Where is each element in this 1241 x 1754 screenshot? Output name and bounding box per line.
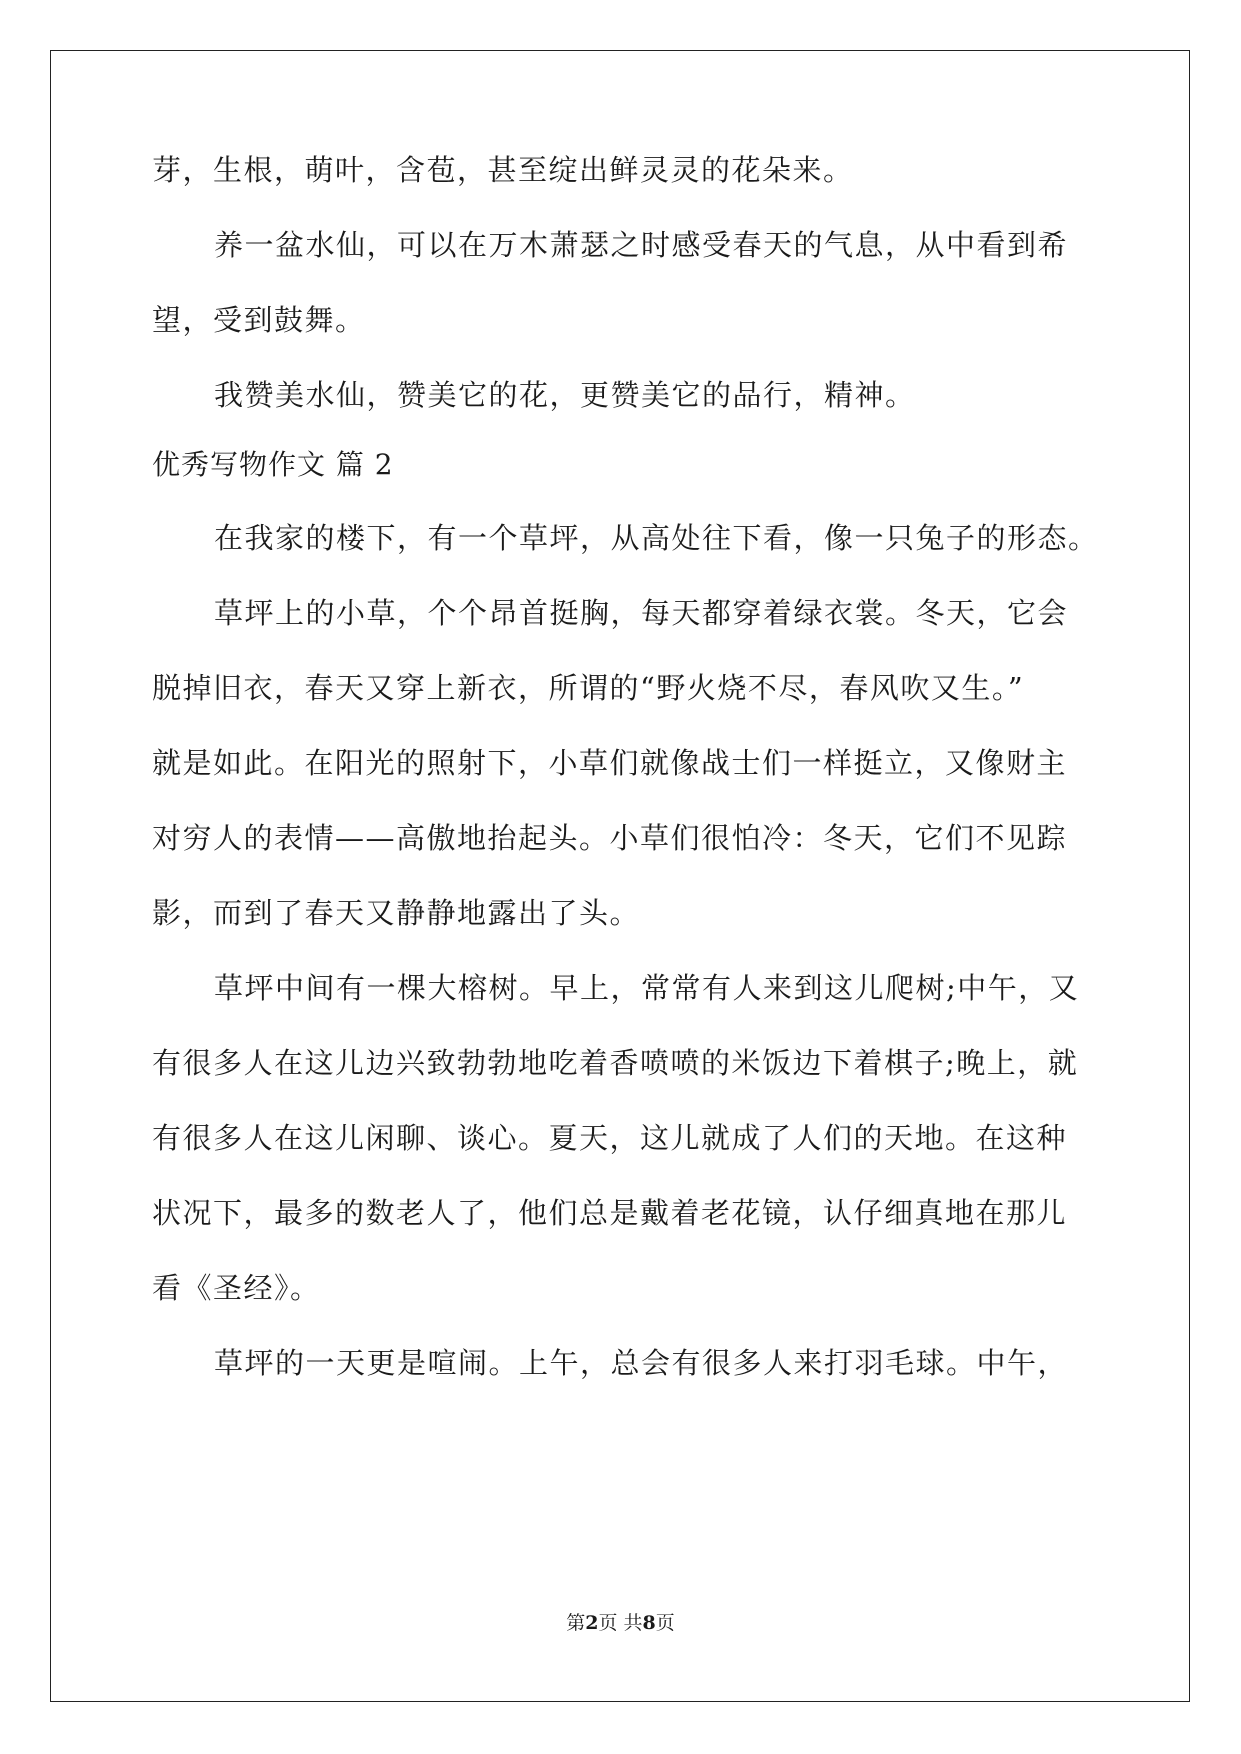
paragraph-line: 有很多人在这儿边兴致勃勃地吃着香喷喷的米饭边下着棋子;晚上，就 bbox=[152, 1046, 1079, 1080]
footer-mid: 页 共 bbox=[598, 1612, 643, 1634]
paragraph-line: 我赞美水仙，赞美它的花，更赞美它的品行，精神。 bbox=[214, 378, 916, 412]
paragraph-line: 在我家的楼下，有一个草坪，从高处往下看，像一只兔子的形态。 bbox=[214, 521, 1099, 555]
paragraph-line: 脱掉旧衣，春天又穿上新衣，所谓的“野火烧不尽，春风吹又生。” bbox=[152, 671, 1025, 705]
paragraph-line: 芽，生根，萌叶，含苞，甚至绽出鲜灵灵的花朵来。 bbox=[152, 153, 854, 187]
footer-suffix: 页 bbox=[655, 1612, 675, 1634]
paragraph-line: 草坪的一天更是喧闹。上午，总会有很多人来打羽毛球。中午， bbox=[214, 1346, 1069, 1380]
paragraph-line: 就是如此。在阳光的照射下，小草们就像战士们一样挺立，又像财主 bbox=[152, 746, 1068, 780]
paragraph-line: 对穷人的表情——高傲地抬起头。小草们很怕冷：冬天，它们不见踪 bbox=[152, 821, 1068, 855]
paragraph-line: 状况下，最多的数老人了，他们总是戴着老花镜，认仔细真地在那儿 bbox=[152, 1196, 1068, 1230]
paragraph-line: 草坪上的小草，个个昂首挺胸，每天都穿着绿衣裳。冬天，它会 bbox=[214, 596, 1069, 630]
total-page-number: 8 bbox=[642, 1612, 656, 1634]
page-footer bbox=[0, 1608, 1241, 1635]
paragraph-line: 看《圣经》。 bbox=[152, 1271, 321, 1305]
section-heading: 优秀写物作文 篇 2 bbox=[152, 448, 394, 481]
paragraph-line: 望，受到鼓舞。 bbox=[152, 303, 366, 337]
paragraph-line: 草坪中间有一棵大榕树。早上，常常有人来到这儿爬树;中午，又 bbox=[214, 971, 1080, 1005]
paragraph-line: 影，而到了春天又静静地露出了头。 bbox=[152, 896, 641, 930]
paragraph-line: 有很多人在这儿闲聊、谈心。夏天，这儿就成了人们的天地。在这种 bbox=[152, 1121, 1068, 1155]
paragraph-line: 养一盆水仙，可以在万木萧瑟之时感受春天的气息，从中看到希 bbox=[214, 228, 1069, 262]
footer-prefix: 第 bbox=[566, 1612, 586, 1634]
page-border bbox=[50, 50, 1190, 1702]
current-page-number: 2 bbox=[585, 1612, 599, 1634]
